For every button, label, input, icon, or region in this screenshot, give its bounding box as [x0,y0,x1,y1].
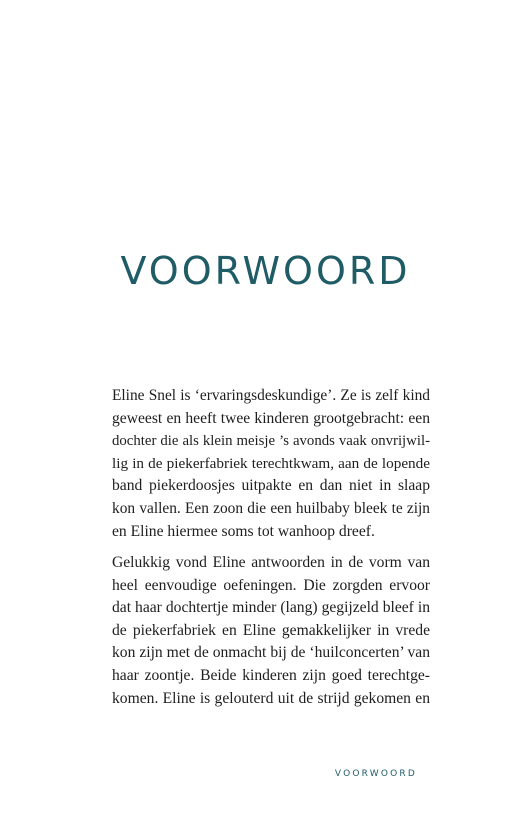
text-line: dochter die als klein meisje ’s avonds vaak onvrijwil- [112,433,430,450]
text-line: haar zoontje. Beide kinderen zijn goed terechtge- [112,666,430,684]
text-line: kon vallen. Een zoon die een huilbaby bleek te zijn [112,499,430,517]
text-line: de piekerfabriek en Eline gemakkelijker in vrede [112,621,430,639]
text-line: komen. Eline is gelouterd uit de strijd gekomen en [112,689,430,707]
text-line: heel eenvoudige oefeningen. Die zorgden ervoor [112,576,430,594]
chapter-title: VOORWOORD [120,249,411,293]
paragraph-1 [112,385,430,543]
running-footer: VOORWOORD [334,769,417,779]
text-line: geweest en heeft twee kinderen grootgebracht: een [112,409,430,427]
text-line: dat haar dochtertje minder (lang) gegijzeld bleef in [112,599,430,617]
text-line: Eline Snel is ‘ervaringsdeskundige’. Ze is zelf kind [112,387,430,404]
text-line: band piekerdoosjes uitpakte en dan niet in slaap [112,477,430,495]
text-line: en Eline hiermee soms tot wanhoop dreef. [112,522,375,540]
text-line: Gelukkig vond Eline antwoorden in de vorm van [112,554,430,571]
text-line: lig in de piekerfabriek terechtkwam, aan de lopende [112,454,430,472]
text-line: kon zijn met de onmacht bij de ‘huilconcerten’ van [112,644,430,662]
paragraph-2 [112,552,430,710]
